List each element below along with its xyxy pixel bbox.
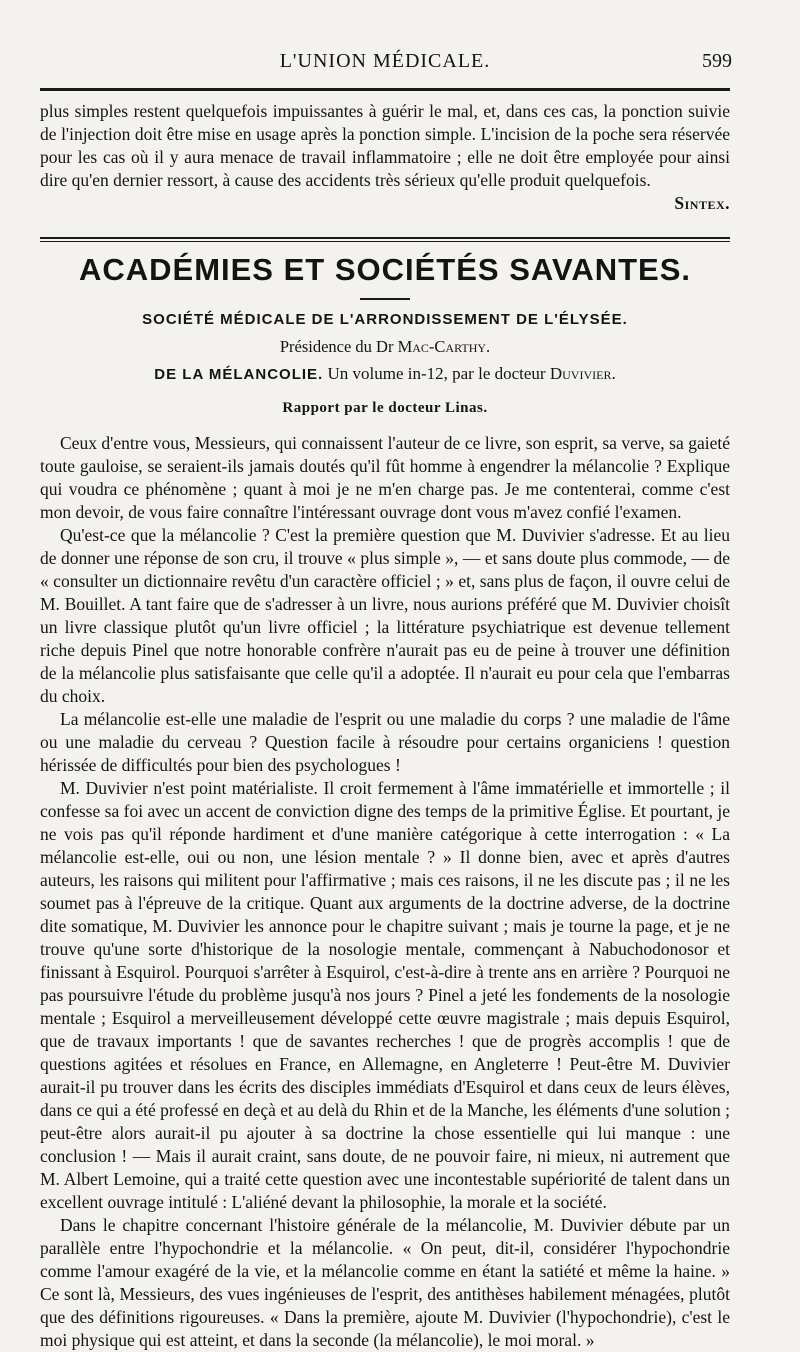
article-paragraph-4: M. Duvivier n'est point matérialiste. Il croit fermement à l'âme immatérielle et immortelle ; il confesse sa foi avec un accent de conviction digne des temps de la primitive Église. Et pourtant, je ne vois pas qu'il réponde hardiment et d'une manière catégorique à cette interrogation : « La mélancolie est-elle, oui ou non, une lésion mentale ? » Il donne bien, avec et après d'autres auteurs, les raisons qui militent pour l'affirmative ; mais ces raisons, il ne les discute pas ; il ne les soumet pas à l'épreuve de la critique. Quant aux arguments de la doctrine adverse, de la doctrine dite somatique, M. Duvivier les annonce pour le chapitre suivant ; mais je tourne la page, et je ne trouve qu'une sorte d'historique de la nosologie mentale, commençant à Nabuchodonosor et finissant à Esquirol. Pourquoi s'arrêter à Esquirol, c'est-à-dire à trente ans en arrière ? Pourquoi ne pas poursuivre l'étude du problème jusqu'à nos jours ? Pinel a jeté les fondements de la nosologie mentale ; Esquirol a merveilleusement développé cette œuvre magistrale ; mais depuis Esquirol, que de travaux importants ! que de savantes recherches ! que de progrès accomplis ! que de questions agitées et résolues en France, en Allemagne, en Angleterre ! Peut-être M. Duvivier aurait-il pu trouver dans les écrits des disciples immédiats d'Esquirol et dans ceux de leurs élèves, dans ce qui a été professé en deçà et au delà du Rhin et de la Manche, les éléments d'une solution ; peut-être alors aurait-il pu ajouter à sa doctrine la chose essentielle qui lui manque : une conclusion ! — Mais il aurait craint, sans doute, de ne pouvoir faire, ni mieux, ni autrement que M. Albert Lemoine, qui a traité cette question avec une incontestable supériorité de talent dans un excellent ouvrage intitulé : L'aliéné devant la philosophie, la morale et la société. — [40, 778, 730, 1212]
president-name: Mac-Carthy. — [397, 337, 491, 356]
book-title: DE LA MÉLANCOLIE. — [154, 366, 324, 383]
article-paragraph-1: Ceux d'entre vous, Messieurs, qui connaissent l'auteur de ce livre, son esprit, sa verve, sa gaieté toute gauloise, se seraient-ils jamais doutés qu'il fût homme à engendrer la mélancolie ? Explique qui voudra ce phénomène ; quant à moi je ne m'en charge pas. Je me contenterai, comme c'est mon devoir, de vous faire connaître l'intéressant ouvrage dont vous m'avez confié l'examen. — [40, 433, 730, 522]
running-title: L'UNION MÉDICALE. — [279, 50, 491, 72]
article-body — [40, 432, 730, 1352]
article-paragraph-5: Dans le chapitre concernant l'histoire générale de la mélancolie, M. Duvivier débute par un parallèle entre l'hypochondrie et la mélancolie. « On peut, dit-il, considérer l'hypochondrie comme l'amour exagéré de la vie, et la mélancolie comme en étant la satiété et même la haine. » Ce sont là, Messieurs, des vues ingénieuses de l'esprit, des antithèses habilement ménagées, plutôt que des définitions rigoureuses. « Dans la première, ajoute M. Duvivier (l'hypochondrie), c'est le moi physique qui est atteint, et dans la seconde (la mélancolie), le moi moral. » — [40, 1215, 730, 1350]
page-header — [40, 48, 730, 88]
book-description: Un volume in-12, par le docteur — [323, 364, 550, 383]
presidency-prefix: Présidence du Dr — [279, 337, 398, 356]
short-divider — [360, 298, 410, 300]
book-title-line — [40, 364, 730, 384]
book-author: Duvivier. — [549, 364, 616, 383]
section-divider — [40, 237, 730, 242]
article-paragraph-2: Qu'est-ce que la mélancolie ? C'est la première question que M. Duvivier s'adresse. Et au lieu de donner une réponse de son cru, il trouve « plus simple », — et sans doute plus commode, — de « consulter un dictionnaire revêtu d'un caractère officiel ; » et, sans plus de façon, il ouvre celui de M. Bouillet. A tant faire que de s'adresser à un livre, nous aurions préféré que M. Duvivier choisît un livre classique plutôt qu'un livre officiel ; la littérature psychiatrique est devenue tellement riche depuis Pinel que notre honorable confrère n'aurait pas eu de peine à trouver une définition de la mélancolie plus satisfaisante que celle qu'il a adoptée. Il n'aurait eu pour cela que l'embarras du choix. — [40, 525, 730, 706]
continued-paragraph: plus simples restent quelquefois impuissantes à guérir le mal, et, dans ces cas, la ponction suivie de l'injection doit être mise en usage après la ponction simple. L'incision de la poche sera réservée pour les cas où il y aura menace de travail inflammatoire ; elle ne doit être employée pour ainsi dire qu'en dernier ressort, à cause des accidents très sérieux qu'elle produit quelquefois. — [40, 101, 730, 190]
header-rule — [40, 88, 730, 91]
continued-text — [40, 100, 730, 215]
page-number: 599 — [702, 50, 732, 72]
presidency-line — [40, 337, 730, 357]
society-title: SOCIÉTÉ MÉDICALE DE L'ARRONDISSEMENT DE L'ÉLYSÉE. — [142, 311, 628, 328]
section-heading: ACADÉMIES ET SOCIÉTÉS SAVANTES. — [78, 252, 692, 287]
article-paragraph-3: La mélancolie est-elle une maladie de l'esprit ou une maladie du corps ? une maladie de l'âme ou une maladie du cerveau ? Question facile à résoudre pour certains organiciens ! question hérissée de difficultés pour bien des psychologues ! — [40, 709, 730, 775]
report-heading: Rapport par le docteur Linas. — [282, 400, 488, 416]
signature: Sintex. — [674, 193, 730, 213]
